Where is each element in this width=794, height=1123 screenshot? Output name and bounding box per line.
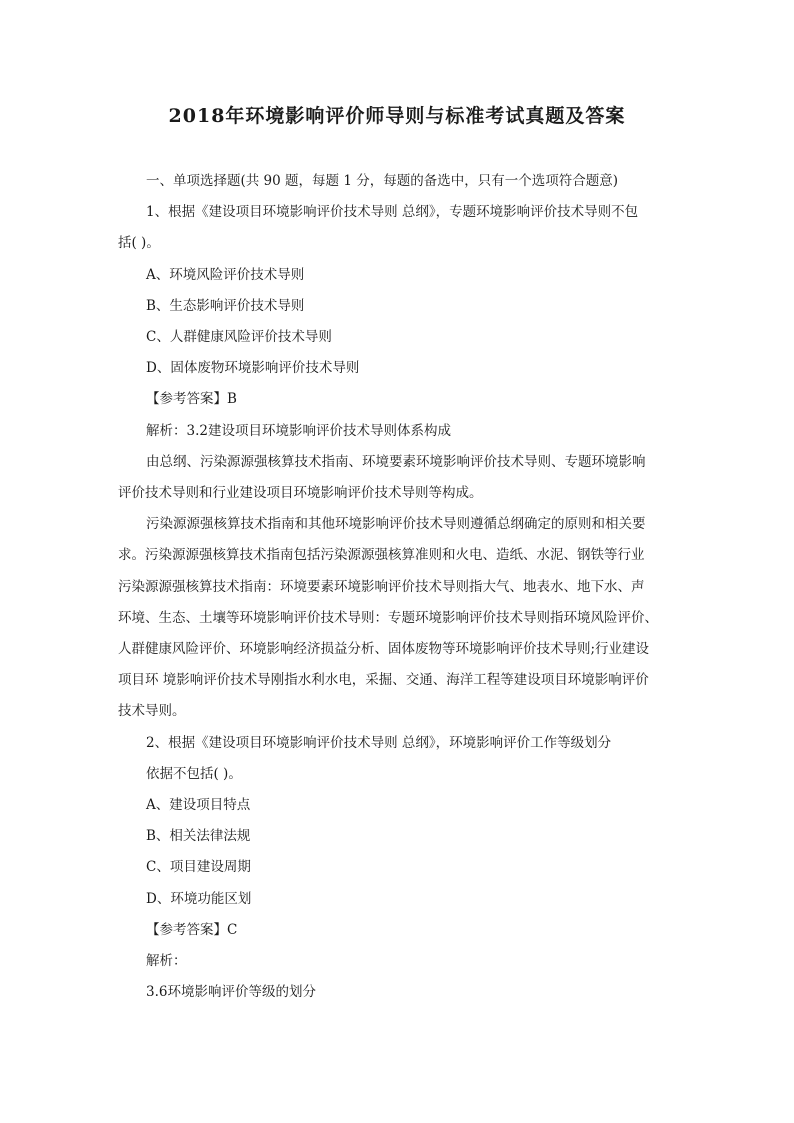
question-1-analysis-line: 污染源源强核算技术指南和其他环境影响评价技术导则遵循总纲确定的原则和相关要 (146, 516, 646, 533)
question-1-option-d: D、固体废物环境影响评价技术导则 (146, 360, 360, 377)
question-1-option-c: C、人群健康风险评价技术导则 (146, 329, 332, 346)
question-1-stem: 1、根据《建设项目环境影响评价技术导则 总纲》，专题环境影响评价技术导则不包 (146, 204, 639, 221)
question-1-analysis-line: 项目环 境影响评价技术导刚指水利水电，采掘、交通、海洋工程等建设项目环境影响评价 (118, 672, 649, 689)
document-body (118, 166, 684, 1008)
question-1-analysis-heading: 解析：3.2建设项目环境影响评价技术导则体系构成 (146, 422, 451, 439)
question-1-option-b: B、生态影响评价技术导则 (146, 297, 305, 314)
question-1-analysis-line: 人群健康风险评价、环境影响经济损益分析、固体废物等环境影响评价技术导则;行业建设 (118, 641, 650, 658)
question-2-stem-cont: 依据不包括( )。 (146, 765, 242, 782)
document-title: 2018年环境影响评价师导则与标准考试真题及答案 (168, 105, 626, 127)
question-1-answer: 【参考答案】B (146, 391, 237, 408)
question-1-analysis-line: 技术导则。 (118, 703, 186, 720)
question-1-analysis-line: 污染源源强核算技术指南：环境要素环境影响评价技术导则指大气、地表水、地下水、声 (118, 578, 645, 595)
question-1-stem-cont: 括( )。 (118, 235, 160, 252)
question-1-option-a: A、环境风险评价技术导则 (146, 266, 305, 283)
question-1-analysis-line: 评价技术导则和行业建设项目环境影响评价技术导则等构成。 (118, 485, 483, 502)
question-2-option-b: B、相关法律法规 (146, 828, 251, 845)
question-2-option-c: C、项目建设周期 (146, 859, 251, 876)
question-2-option-a: A、建设项目特点 (146, 797, 251, 814)
question-1-analysis-line: 求。污染源源强核算技术指南包括污染源源强核算准则和火电、造纸、水泥、钢铁等行业 (118, 547, 645, 564)
question-1-analysis-line: 由总纲、污染源源强核算技术指南、环境要素环境影响评价技术导则、专题环境影响 (146, 453, 646, 470)
question-2-stem: 2、根据《建设项目环境影响评价技术导则 总纲》，环境影响评价工作等级划分 (146, 734, 612, 751)
question-2-option-d: D、环境功能区划 (146, 890, 252, 907)
section-heading: 一、单项选择题(共 90 题，每题 1 分，每题的备选中，只有一个选项符合题意) (146, 173, 618, 189)
question-2-analysis-line: 3.6环境影响评价等级的划分 (146, 984, 316, 1001)
question-2-analysis-heading: 解析： (146, 953, 187, 970)
question-1-analysis-line: 环境、生态、土壤等环境影响评价技术导则：专题环境影响评价技术导则指环境风险评价、 (118, 609, 658, 626)
question-2-answer: 【参考答案】C (146, 921, 238, 938)
